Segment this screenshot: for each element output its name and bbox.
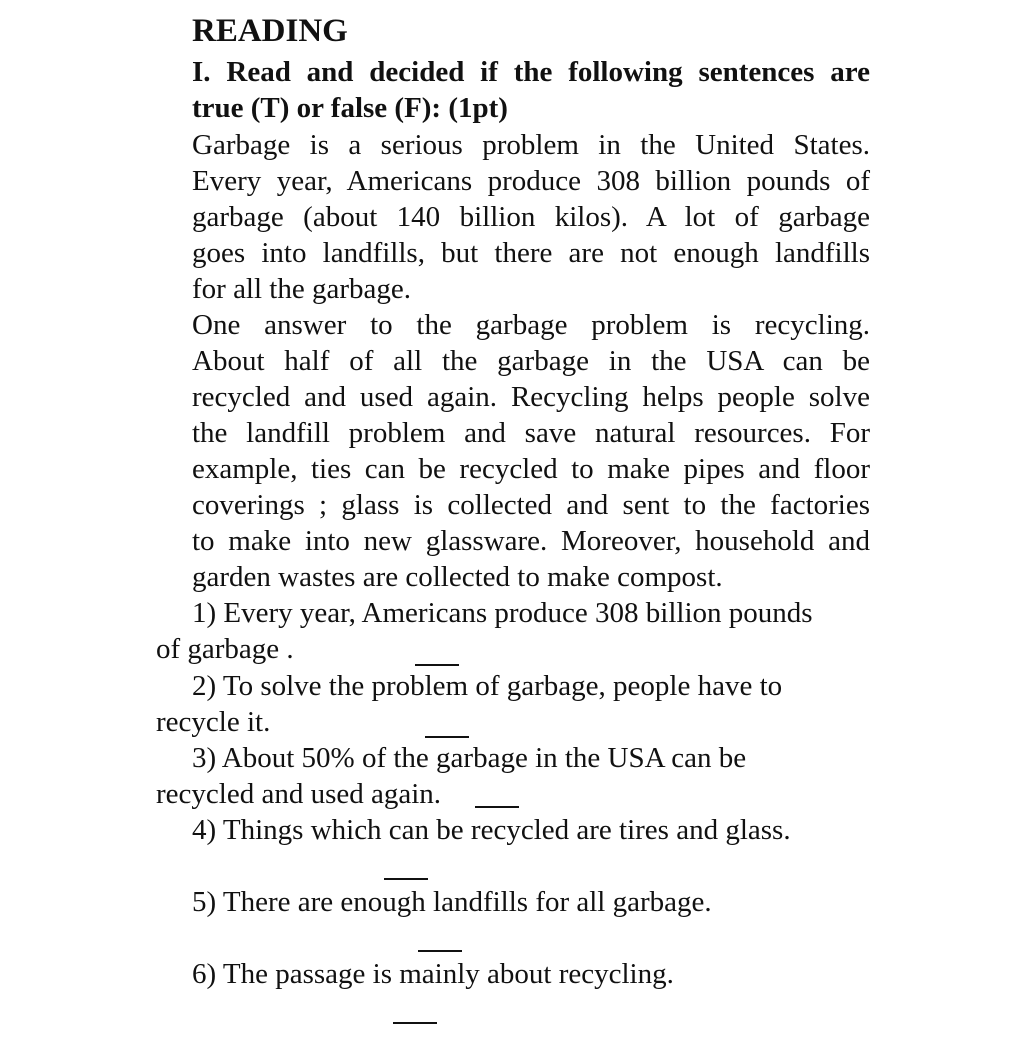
section-title: READING <box>192 13 348 49</box>
passage-p1-line-3: garbage (about 140 billion kilos). A lot of garbage <box>192 201 870 233</box>
passage-p2-line-2: About half of all the garbage in the USA can be <box>192 345 870 377</box>
question-4-answer-blank[interactable] <box>384 878 428 880</box>
question-5-answer-blank[interactable] <box>418 950 462 952</box>
question-6-line-1: 6) The passage is mainly about recycling. <box>192 958 674 990</box>
passage-p2-line-8: garden wastes are collected to make compost. <box>192 561 723 593</box>
question-1-line-2: of garbage . <box>156 633 294 665</box>
passage-p1-line-1: Garbage is a serious problem in the United States. <box>192 129 870 161</box>
question-2-answer-blank[interactable] <box>425 736 469 738</box>
passage-p2-line-1: One answer to the garbage problem is recycling. <box>192 309 870 341</box>
passage-p2-line-7: to make into new glassware. Moreover, household and <box>192 525 870 557</box>
instruction-line-2: true (T) or false (F): (1pt) <box>192 92 508 124</box>
passage-p2-line-5: example, ties can be recycled to make pipes and floor <box>192 453 870 485</box>
passage-p2-line-3: recycled and used again. Recycling helps people solve <box>192 381 870 413</box>
question-3-line-2: recycled and used again. <box>156 778 442 810</box>
question-2-line-2: recycle it. <box>156 706 271 738</box>
question-5-line-1: 5) There are enough landfills for all garbage. <box>192 886 712 918</box>
question-3-line-1: 3) About 50% of the garbage in the USA can be <box>192 742 747 774</box>
question-1-answer-blank[interactable] <box>415 664 459 666</box>
question-6-answer-blank[interactable] <box>393 1022 437 1024</box>
passage-p1-line-4: goes into landfills, but there are not enough landfills <box>192 237 870 269</box>
passage-p1-line-5: for all the garbage. <box>192 273 412 305</box>
question-3-answer-blank[interactable] <box>475 806 519 808</box>
passage-p2-line-4: the landfill problem and save natural resources. For <box>192 417 870 449</box>
passage-p1-line-2: Every year, Americans produce 308 billion pounds of <box>192 165 870 197</box>
passage-p2-line-6: coverings ; glass is collected and sent to the factories <box>192 489 870 521</box>
question-1-line-1: 1) Every year, Americans produce 308 billion pounds <box>192 597 813 629</box>
question-2-line-1: 2) To solve the problem of garbage, people have to <box>192 670 783 702</box>
question-4-line-1: 4) Things which can be recycled are tires and glass. <box>192 814 791 846</box>
instruction-line-1: I. Read and decided if the following sentences are <box>192 56 870 88</box>
